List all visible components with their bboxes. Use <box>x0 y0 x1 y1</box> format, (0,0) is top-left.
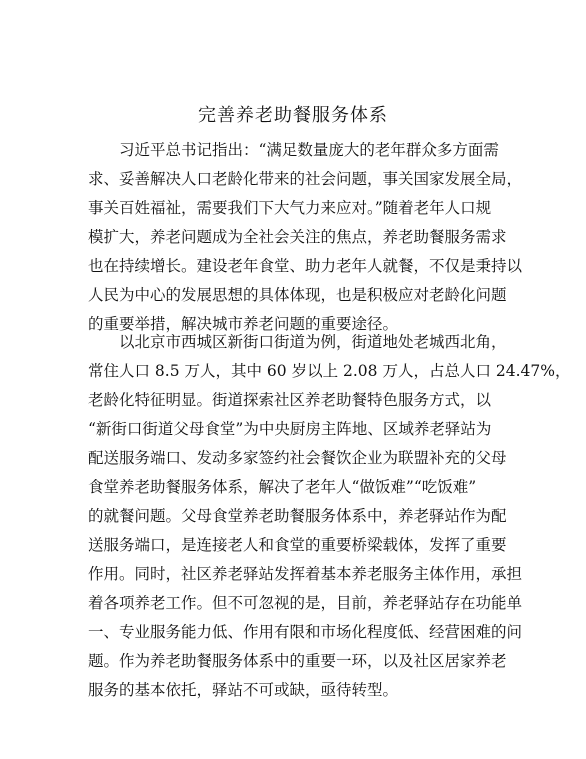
paragraph-line: 食堂养老助餐服务体系，解决了老年人“做饭难”“吃饭难” <box>88 478 477 496</box>
paragraph-1 <box>88 136 523 339</box>
paragraph-line: 的就餐问题。父母食堂养老助餐服务体系中，养老驿站作为配 <box>88 507 507 525</box>
paragraph-line: 的重要举措，解决城市养老问题的重要途径。 <box>88 315 399 333</box>
paragraph-line: 事关百姓福祉，需要我们下大气力来应对。”随着老年人口规 <box>88 199 492 217</box>
paragraph-line: 题。作为养老助餐服务体系中的重要一环，以及社区居家养老 <box>88 652 507 670</box>
page-title: 完善养老助餐服务体系 <box>198 105 388 126</box>
paragraph-line: 服务的基本依托，驿站不可或缺，亟待转型。 <box>88 681 399 699</box>
paragraph-line: 作用。同时，社区养老驿站发挥着基本养老服务主体作用，承担 <box>88 565 523 583</box>
paragraph-line: 常住人口 8.5 万人，其中 60 岁以上 2.08 万人，占总人口 24.47%， <box>88 362 571 380</box>
paragraph-2 <box>88 328 571 705</box>
paragraph-line: 着各项养老工作。但不可忽视的是，目前，养老驿站存在功能单 <box>88 594 523 612</box>
paragraph-line: 一、专业服务能力低、作用有限和市场化程度低、经营困难的问 <box>88 623 523 641</box>
paragraph-line: 习近平总书记指出：“满足数量庞大的老年群众多方面需 <box>119 141 499 159</box>
paragraph-line: 配送服务端口、发动多家签约社会餐饮企业为联盟补充的父母 <box>88 449 507 467</box>
paragraph-line: 以北京市西城区新街口街道为例，街道地处老城西北角， <box>119 333 507 351</box>
paragraph-line: 人民为中心的发展思想的具体体现，也是积极应对老龄化问题 <box>88 286 507 304</box>
paragraph-line: 模扩大，养老问题成为全社会关注的焦点，养老助餐服务需求 <box>88 228 507 246</box>
paragraph-line: 送服务端口，是连接老人和食堂的重要桥梁载体，发挥了重要 <box>88 536 507 554</box>
paragraph-line: “新街口街道父母食堂”为中央厨房主阵地、区域养老驿站为 <box>88 420 492 438</box>
paragraph-line: 求、妥善解决人口老龄化带来的社会问题，事关国家发展全局， <box>88 170 523 188</box>
paragraph-line: 也在持续增长。建设老年食堂、助力老年人就餐，不仅是秉持以 <box>88 257 523 275</box>
paragraph-line: 老龄化特征明显。街道探索社区养老助餐特色服务方式，以 <box>88 391 492 409</box>
